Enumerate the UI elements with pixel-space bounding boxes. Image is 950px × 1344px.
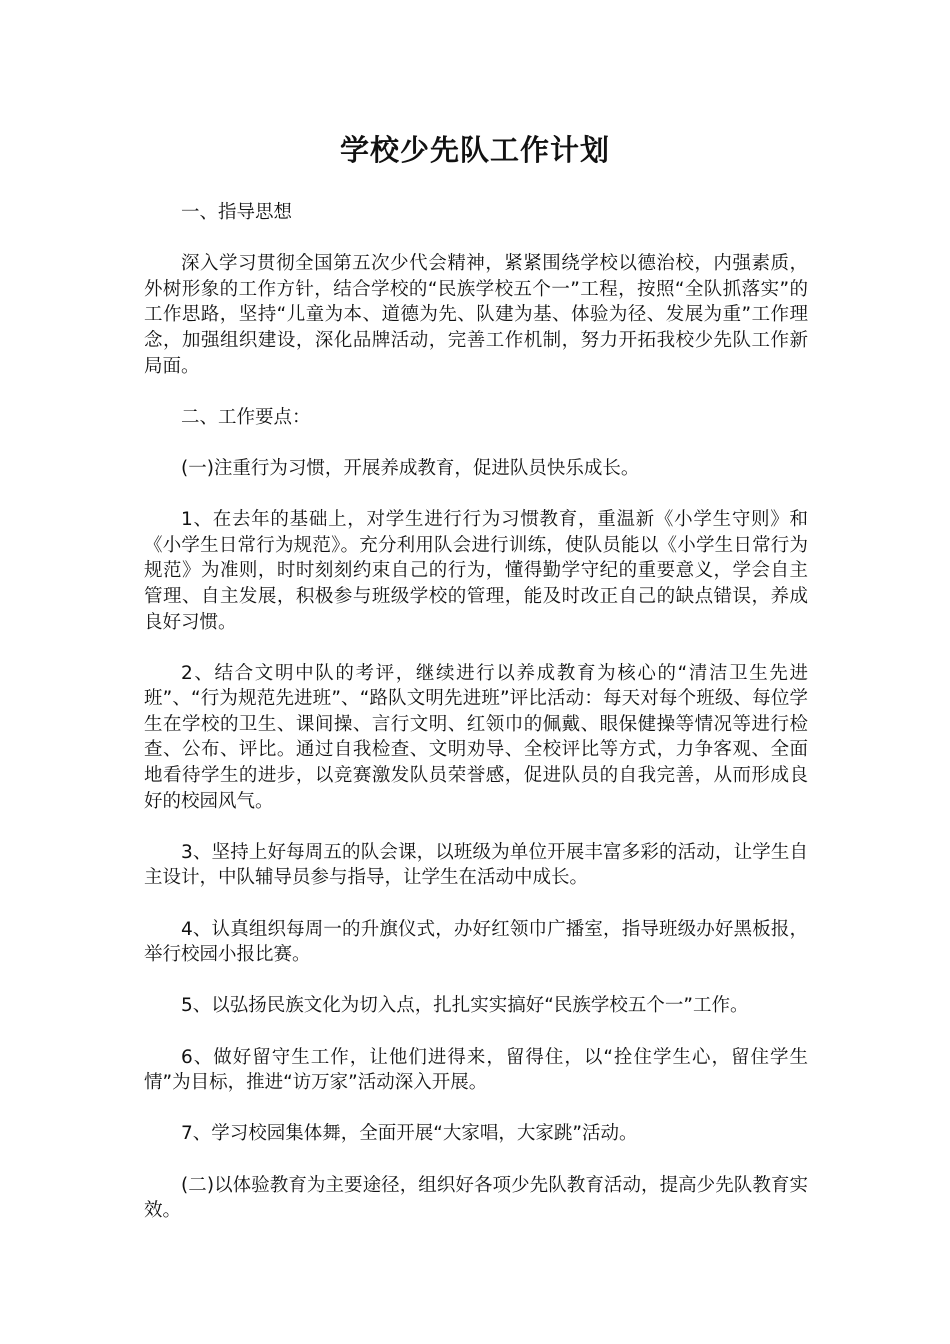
section-heading-guiding-thought: 一、指导思想	[181, 202, 293, 223]
paragraph-item-7: 7、学习校园集体舞，全面开展“大家唱，大家跳”活动。	[181, 1123, 638, 1145]
paragraph-guiding-thought: 深入学习贯彻全国第五次少代会精神，紧紧围绕学校以德治校，内强素质，外树形象的工作方针，结合学校的“民族学校五个一”工程，按照“全队抓落实”的工作思路，坚持“儿童为本、道德为先、队建为基、体验为径、发展为重”工作理念，加强组织建设，深化品牌活动，完善工作机制，努力开拓我校少先队工作新局面。	[144, 253, 808, 377]
paragraph-item-1: 1、在去年的基础上，对学生进行行为习惯教育，重温新《小学生守则》和《小学生日常行为规范》。充分利用队会进行训练，使队员能以《小学生日常行为规范》为准则，时时刻刻约束自己的行为，懂得勤学守纪的重要意义，学会自主管理、自主发展，积极参与班级学校的管理，能及时改正自己的缺点错误，养成良好习惯。	[144, 509, 808, 633]
document-title: 学校少先队工作计划	[339, 133, 610, 167]
subheading-experience-education: (二)以体验教育为主要途径，组织好各项少先队教育活动，提高少先队教育实效。	[144, 1174, 808, 1222]
paragraph-item-4: 4、认真组织每周一的升旗仪式，办好红领巾广播室，指导班级办好黑板报，举行校园小报比赛。	[144, 918, 808, 966]
section-heading-work-points: 二、工作要点：	[181, 406, 311, 428]
paragraph-item-3: 3、坚持上好每周五的队会课，以班级为单位开展丰富多彩的活动，让学生自主设计，中队辅导员参与指导，让学生在活动中成长。	[144, 841, 808, 889]
paragraph-item-6: 6、做好留守生工作，让他们进得来，留得住，以“拴住学生心，留住学生情”为目标，推进“访万家”活动深入开展。	[144, 1046, 808, 1094]
document-body	[144, 200, 808, 1249]
paragraph-item-5: 5、以弘扬民族文化为切入点，扎扎实实搞好“民族学校五个一”工作。	[181, 995, 749, 1017]
subheading-behavior-habits: (一)注重行为习惯，开展养成教育，促进队员快乐成长。	[181, 457, 640, 479]
paragraph-item-2: 2、结合文明中队的考评，继续进行以养成教育为核心的“清洁卫生先进班”、“行为规范先进班”、“路队文明先进班”评比活动：每天对每个班级、每位学生在学校的卫生、课间操、言行文明、红领巾的佩戴、眼保健操等情况等进行检查、公布、评比。通过自我检查、文明劝导、全校评比等方式，力争客观、全面地看待学生的进步，以竞赛激发队员荣誉感，促进队员的自我完善，从而形成良好的校园风气。	[144, 662, 808, 812]
